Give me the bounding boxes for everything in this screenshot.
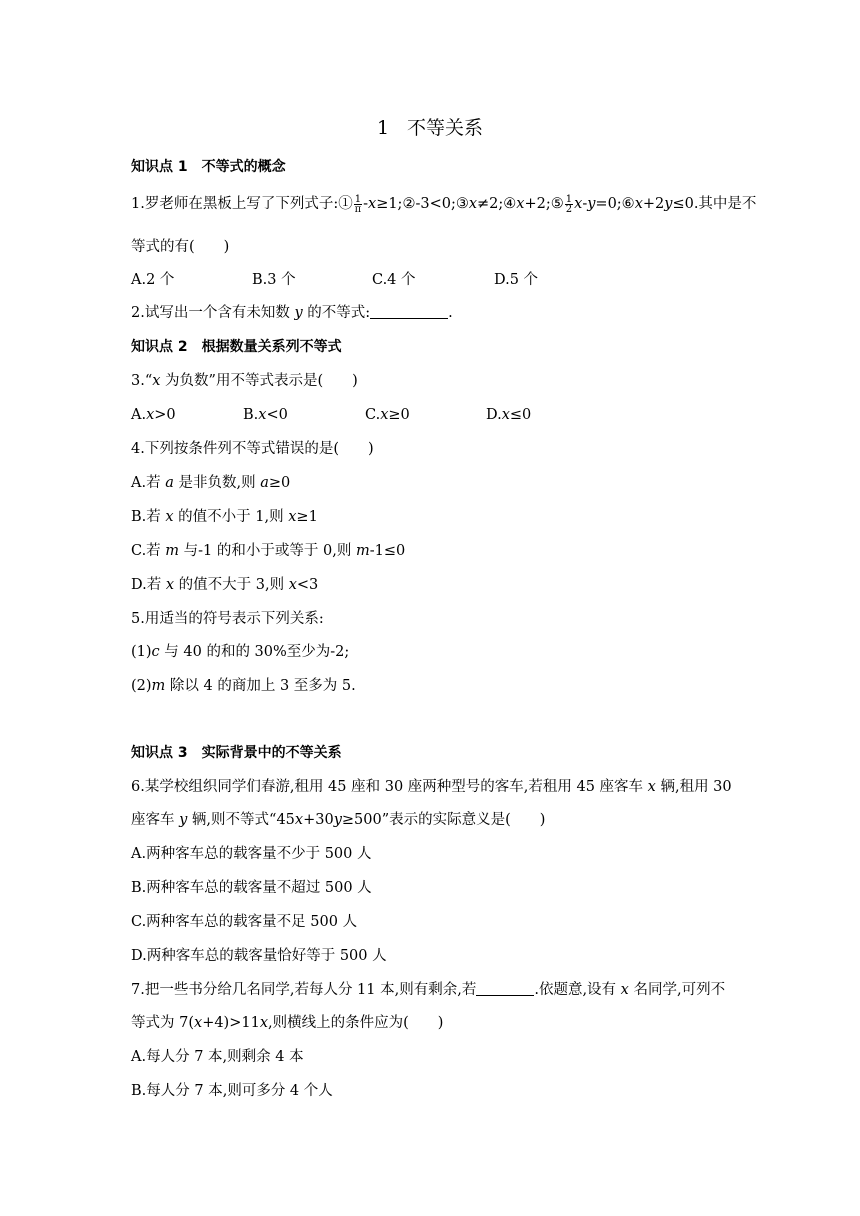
fraction-1-over-2: $\frac{1}{2}$ — [565, 193, 573, 215]
question-2: 2.试写出一个含有未知数 y 的不等式: . — [131, 305, 453, 321]
question-5-item-1: (1)c 与 40 的和的 30%至少为-2; — [131, 644, 350, 660]
option-c: C.x≥0 — [365, 407, 410, 423]
fraction-1-over-pi: $\frac{1}{\pi}$ — [354, 193, 362, 215]
title-text: 不等关系 — [407, 117, 484, 139]
question-1-line-1: 1.罗老师在黑板上写了下列式子:① $\frac{1}{\pi}$ -x≥1;②-3<0;③x≠2;④x+2;⑤ $\frac{1}{2}$ x-y=0;⑥x+2y≤0.其中是不 — [131, 193, 757, 215]
question-4: 4.下列按条件列不等式错误的是( ) — [131, 441, 374, 457]
answer-blank — [370, 304, 448, 319]
question-3: 3.“x 为负数”用不等式表示是( ) — [131, 373, 358, 389]
option-a: A.x>0 — [131, 407, 176, 423]
question-4-option-c: C.若 m 与-1 的和小于或等于 0,则 m-1≤0 — [131, 543, 406, 559]
page-title — [0, 116, 860, 140]
question-4-option-b: B.若 x 的值不小于 1,则 x≥1 — [131, 509, 318, 525]
question-3-options — [131, 405, 760, 425]
question-6-option-c: C.两种客车总的载客量不足 500 人 — [131, 914, 358, 930]
answer-blank — [476, 981, 534, 996]
option-d: D.5 个 — [494, 272, 539, 288]
option-a: A.2 个 — [131, 272, 175, 288]
question-4-option-d: D.若 x 的值不大于 3,则 x<3 — [131, 577, 319, 593]
section-heading-2: 知识点 2 根据数量关系列不等式 — [131, 339, 342, 355]
question-6-option-d: D.两种客车总的载客量恰好等于 500 人 — [131, 948, 387, 964]
question-6-option-a: A.两种客车总的载客量不少于 500 人 — [131, 846, 372, 862]
question-6-line-1: 6.某学校组织同学们春游,租用 45 座和 30 座两种型号的客车,若租用 45 座客车 x 辆,租用 30 — [131, 779, 732, 795]
option-c: C.4 个 — [372, 272, 416, 288]
option-b: B.3 个 — [252, 272, 296, 288]
question-7-option-b: B.每人分 7 本,则可多分 4 个人 — [131, 1083, 333, 1099]
title-number: 1 — [376, 117, 390, 139]
question-6-option-b: B.两种客车总的载客量不超过 500 人 — [131, 880, 372, 896]
question-1-options — [131, 270, 760, 290]
question-7-line-1: 7.把一些书分给几名同学,若每人分 11 本,则有剩余,若 .依题意,设有 x 名同学,可列不 — [131, 982, 726, 998]
question-1-line-2: 等式的有( ) — [131, 239, 230, 255]
option-d: D.x≤0 — [486, 407, 532, 423]
question-5-item-2: (2)m 除以 4 的商加上 3 至多为 5. — [131, 678, 356, 694]
question-7-option-a: A.每人分 7 本,则剩余 4 本 — [131, 1049, 304, 1065]
question-5: 5.用适当的符号表示下列关系: — [131, 611, 324, 627]
section-heading-1: 知识点 1 不等式的概念 — [131, 159, 286, 175]
question-6-line-2: 座客车 y 辆,则不等式“45x+30y≥500”表示的实际意义是( ) — [131, 812, 546, 828]
question-4-option-a: A.若 a 是非负数,则 a≥0 — [131, 475, 291, 491]
section-heading-3: 知识点 3 实际背景中的不等关系 — [131, 745, 342, 761]
option-b: B.x<0 — [243, 407, 288, 423]
question-7-line-2: 等式为 7(x+4)>11x,则横线上的条件应为( ) — [131, 1015, 444, 1031]
